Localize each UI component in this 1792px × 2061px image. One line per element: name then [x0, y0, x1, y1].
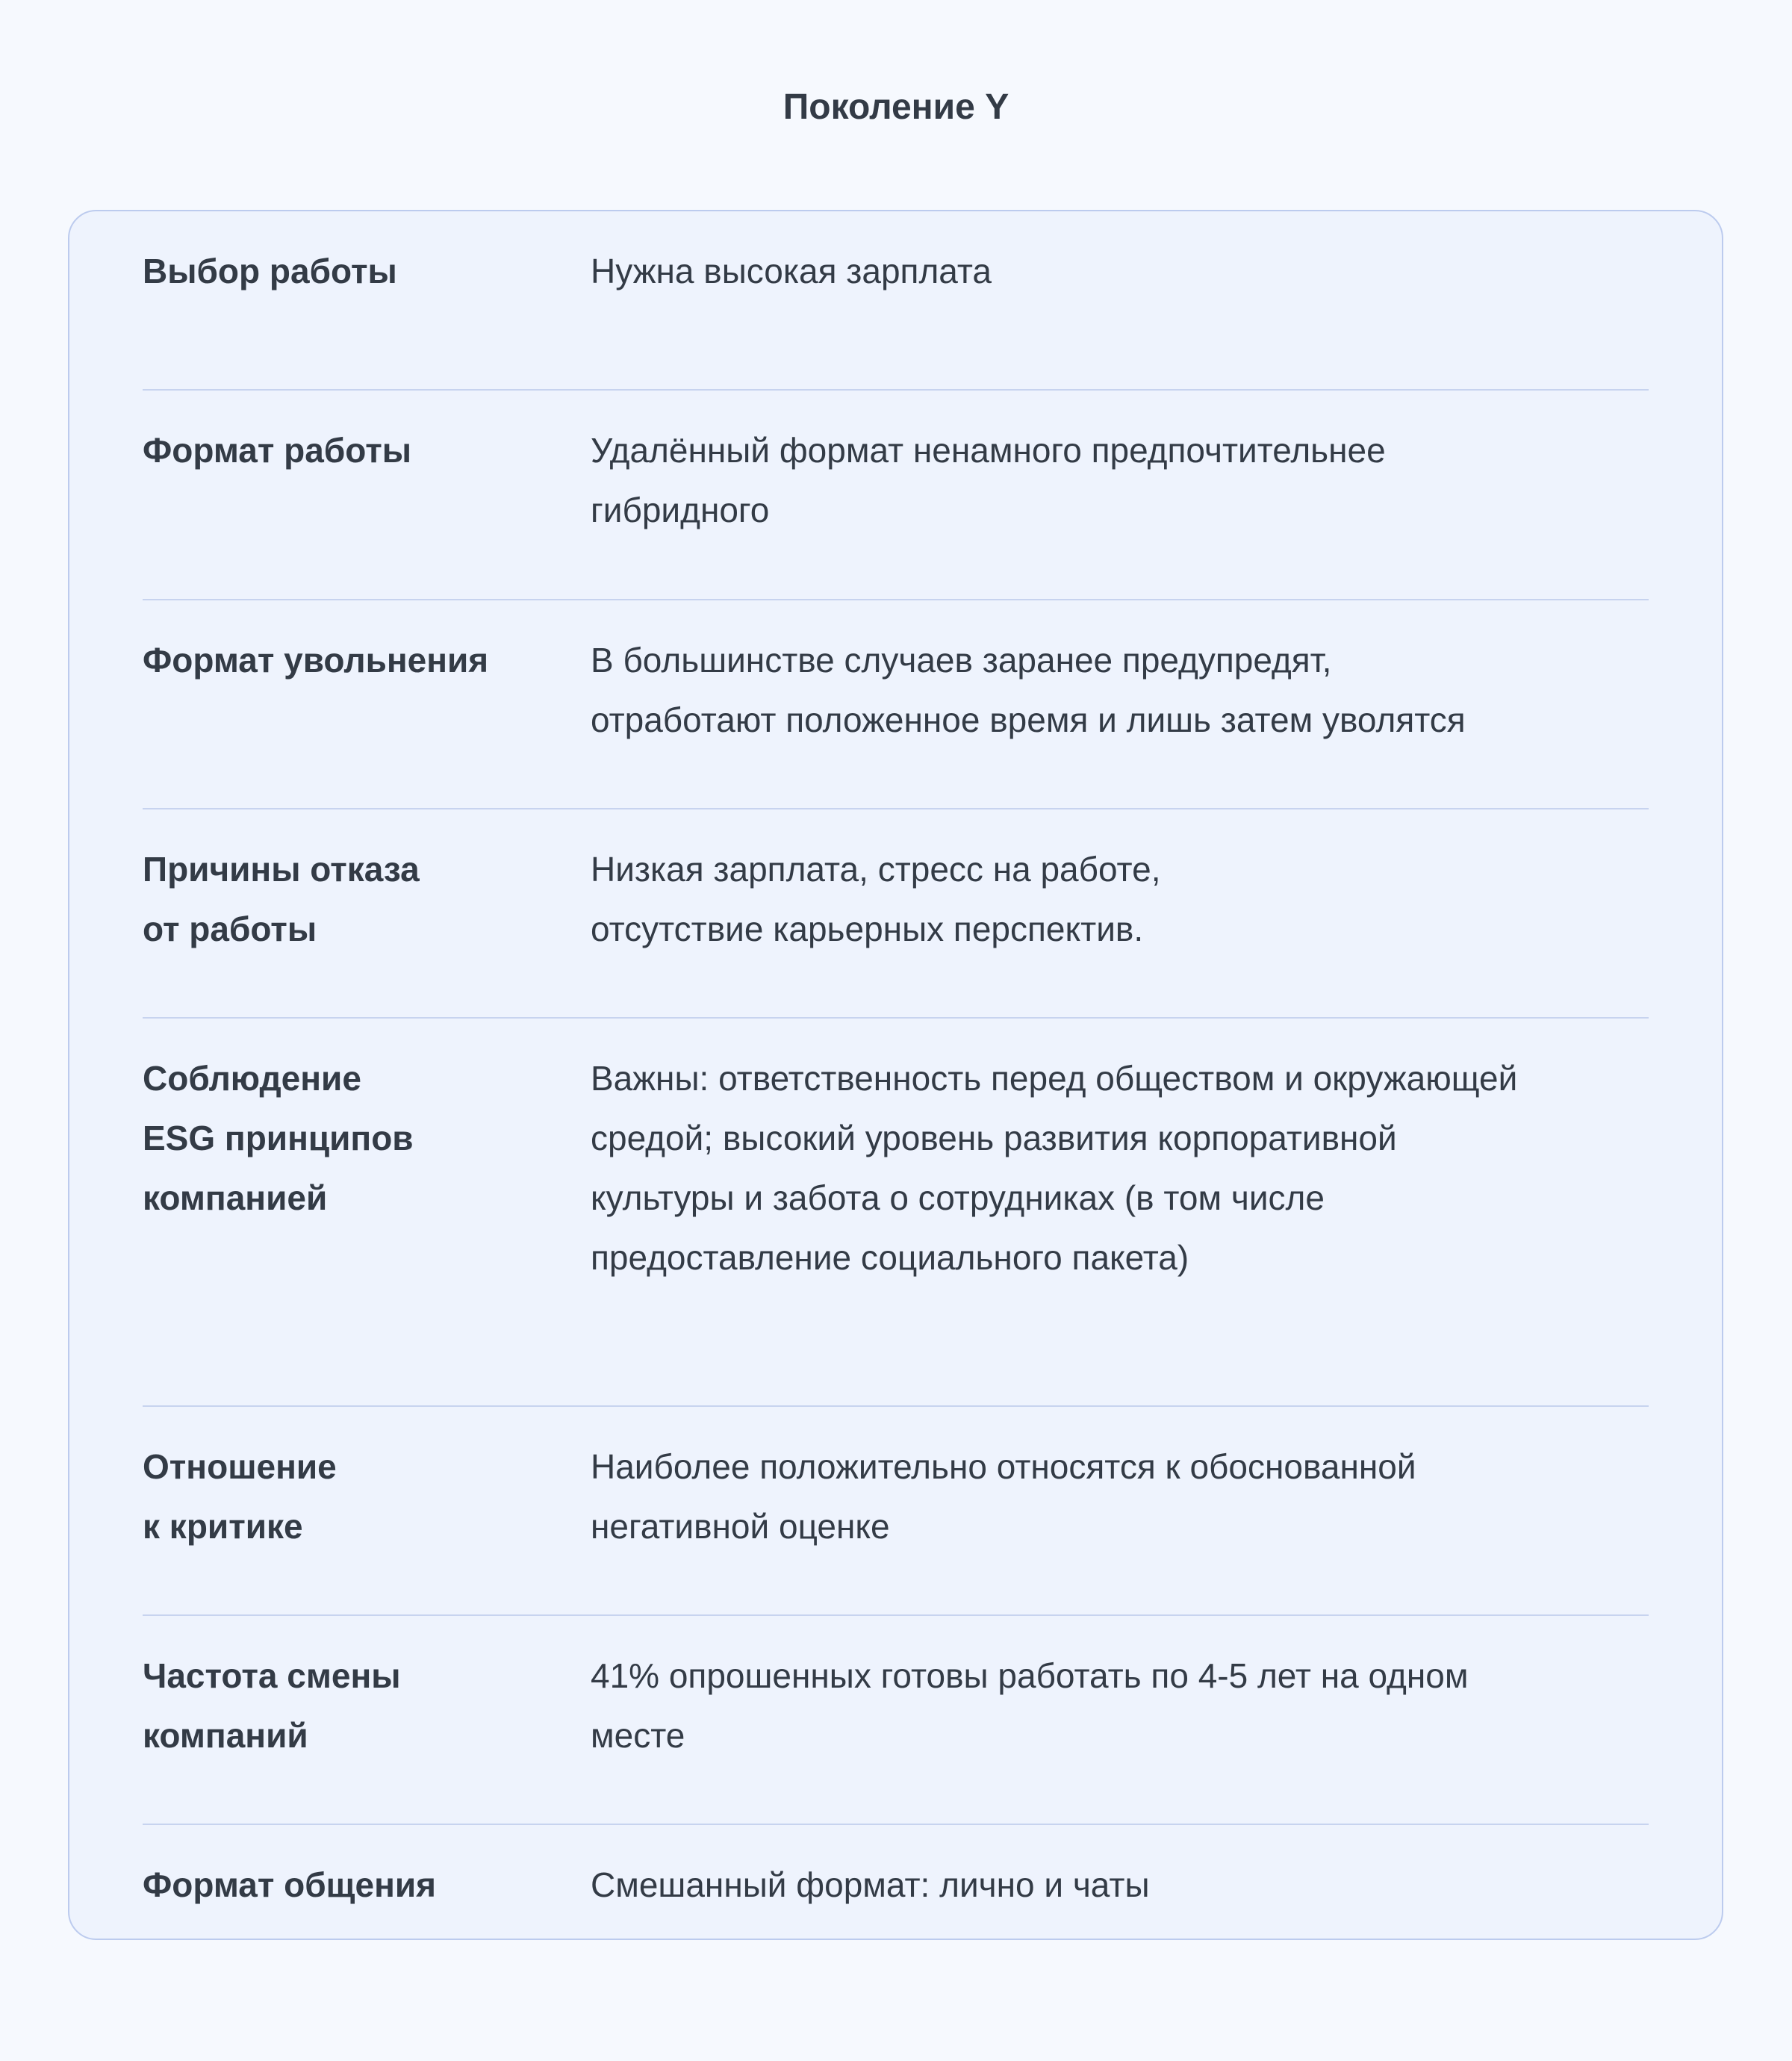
row-value: Наиболее положительно относятся к обоснованной негативной оценке: [591, 1447, 1416, 1546]
table-row: [143, 1825, 1649, 1945]
row-label: Формат общения: [143, 1865, 436, 1904]
row-value: Нужна высокая зарплата: [591, 252, 992, 290]
row-value: Удалённый формат ненамного предпочтительнее гибридного: [591, 431, 1386, 529]
row-label: Частота смены компаний: [143, 1656, 401, 1755]
row-label: Отношение к критике: [143, 1447, 337, 1546]
table-row: [143, 1407, 1649, 1616]
row-label: Формат увольнения: [143, 641, 489, 680]
comparison-table: [68, 210, 1723, 1940]
table-row: [143, 1616, 1649, 1825]
row-label: Выбор работы: [143, 252, 397, 290]
row-value: Важны: ответственность перед обществом и окружающей средой; высокий уровень развития корпоративной культуры и забота о сотрудниках (в том числе предоставление социального пакета): [591, 1059, 1518, 1277]
row-label: Соблюдение ESG принципов компанией: [143, 1059, 414, 1217]
table-row: [143, 241, 1649, 391]
table-row: [143, 809, 1649, 1019]
row-value: 41% опрошенных готовы работать по 4-5 лет на одном месте: [591, 1656, 1469, 1755]
table-row: [143, 600, 1649, 809]
row-value: Смешанный формат: лично и чаты: [591, 1865, 1150, 1904]
row-label: Формат работы: [143, 431, 412, 470]
page-title: Поколение Y: [783, 87, 1009, 127]
row-value: Низкая зарплата, стресс на работе, отсутствие карьерных перспектив.: [591, 850, 1161, 948]
table-row: [143, 1019, 1649, 1407]
table-row: [143, 391, 1649, 600]
row-value: В большинстве случаев заранее предупредят, отработают положенное время и лишь затем уволятся: [591, 641, 1466, 739]
row-label: Причины отказа от работы: [143, 850, 420, 948]
